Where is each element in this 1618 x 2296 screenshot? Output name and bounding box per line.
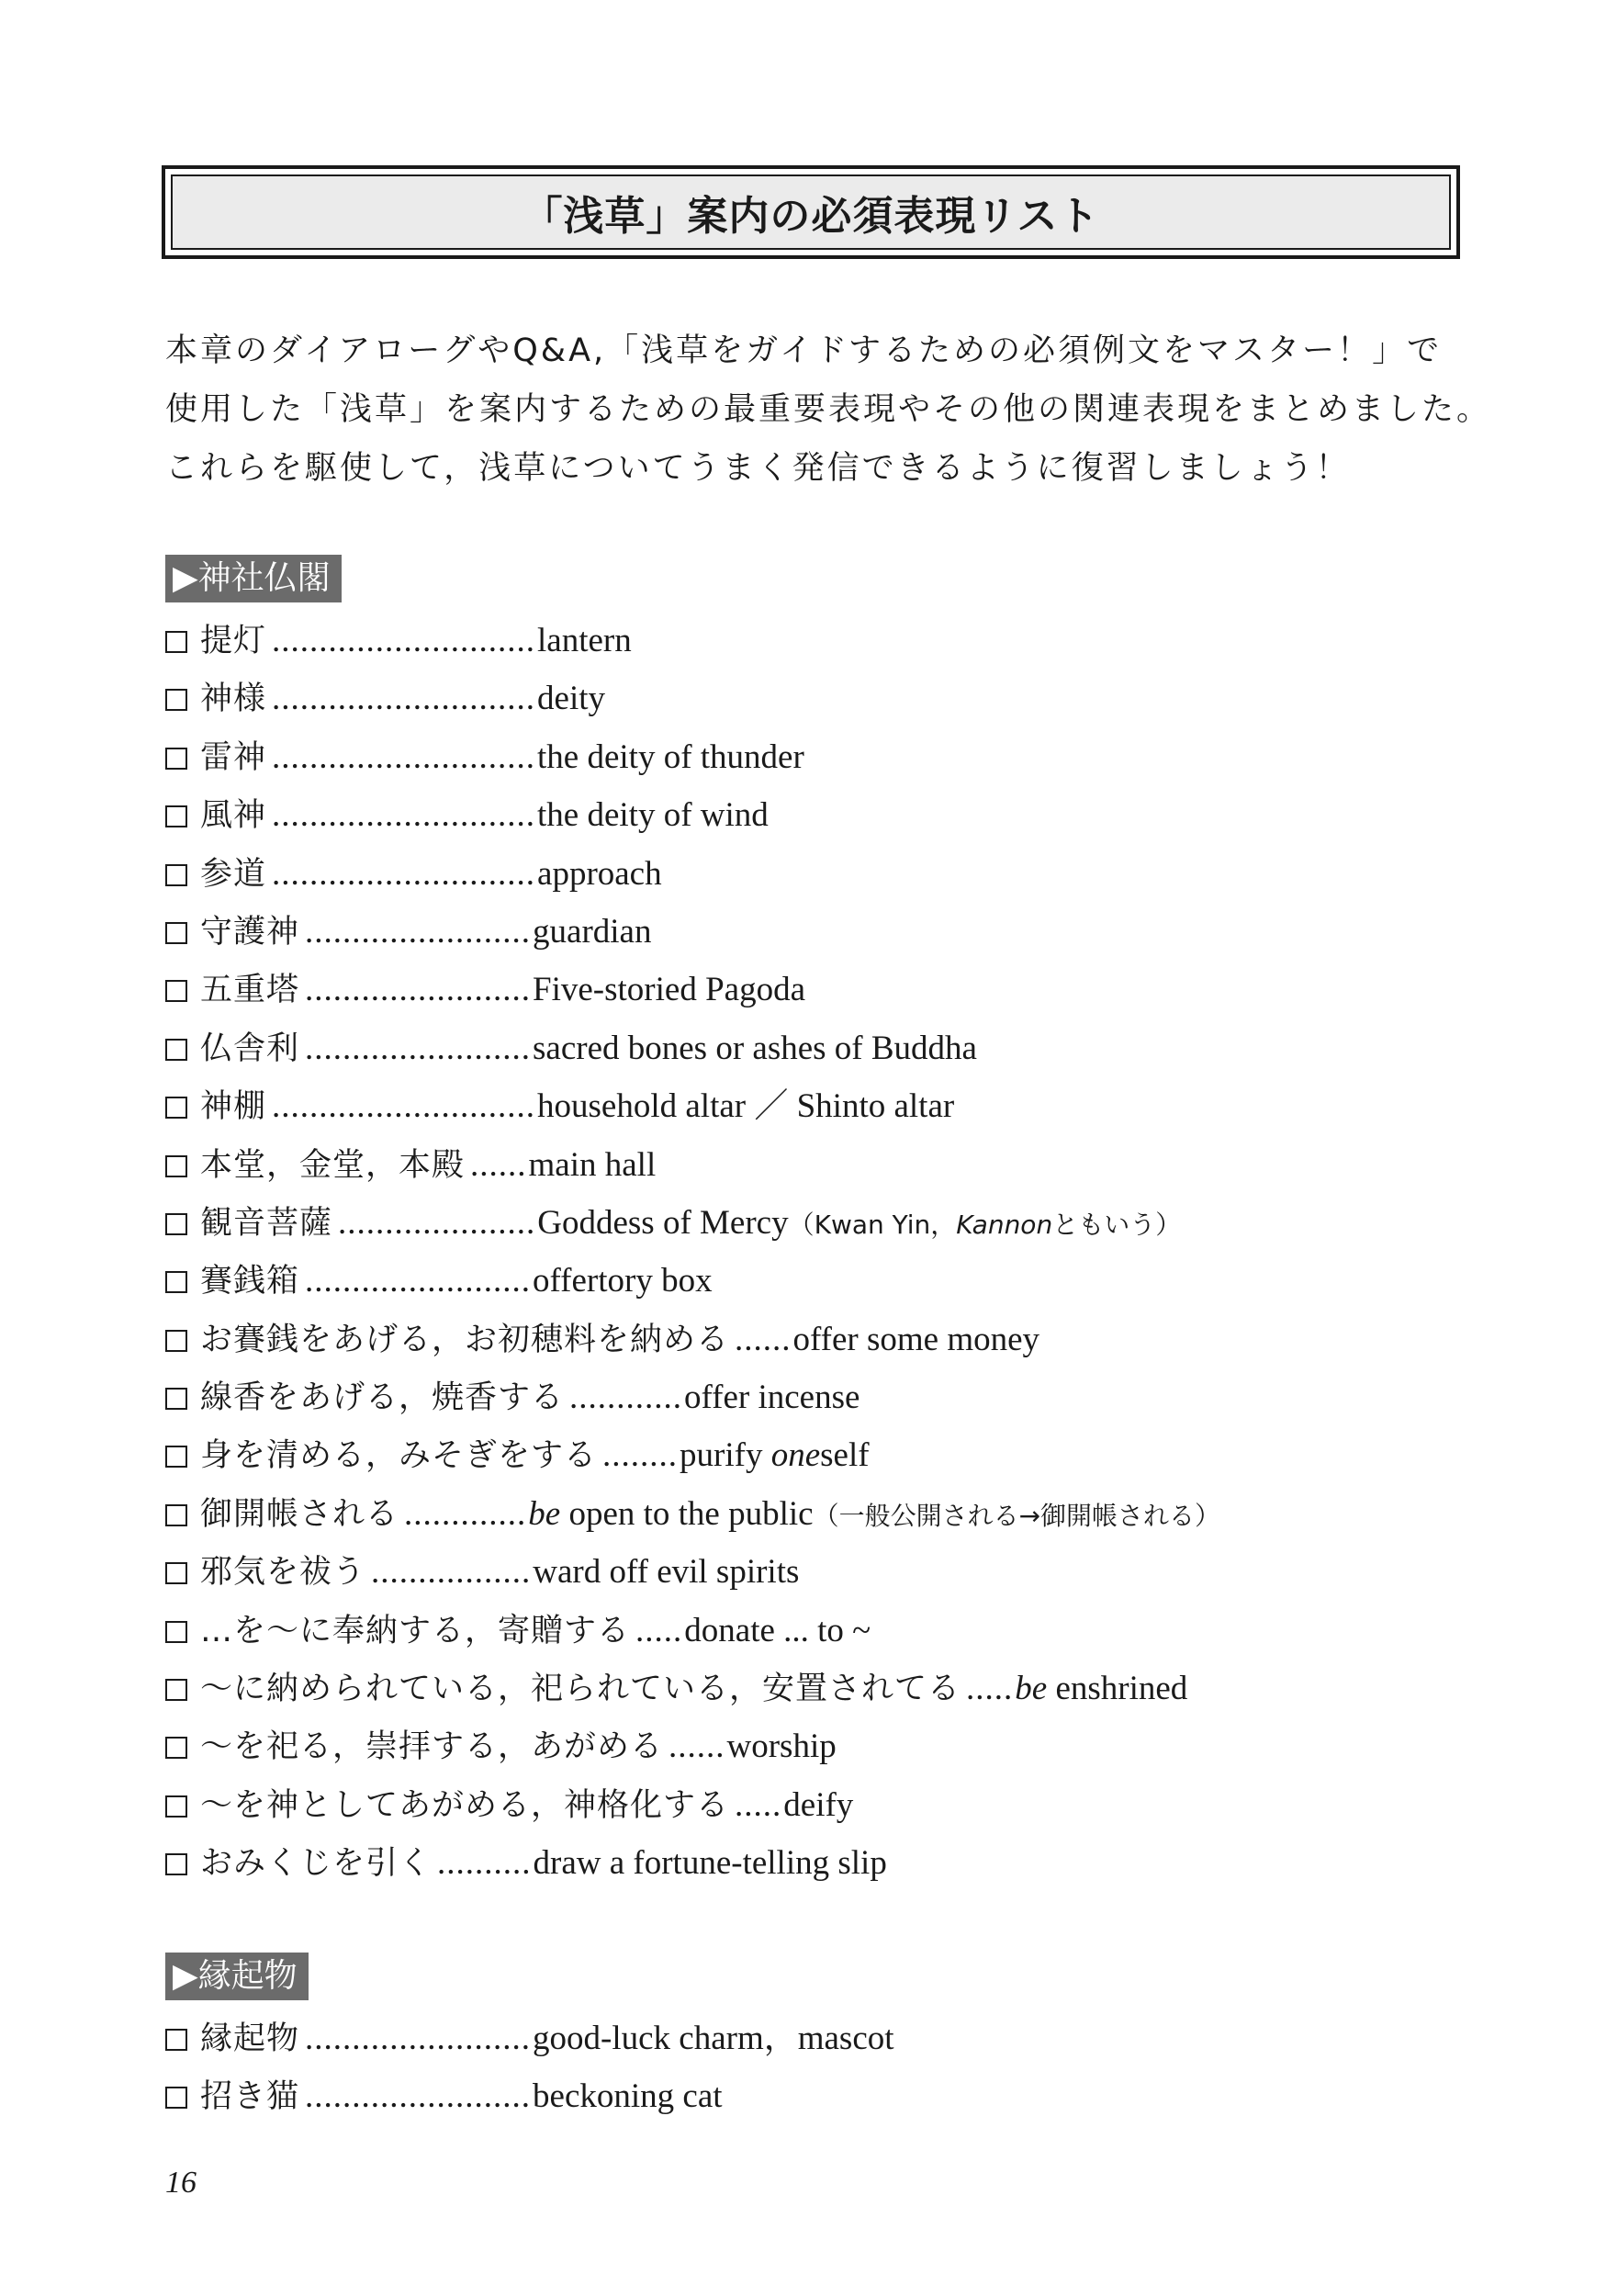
english-translation — [537, 1194, 1181, 1254]
intro-line: 本章のダイアローグやQ&A,「浅草をガイドするための必須例文をマスター！」で — [165, 332, 1443, 369]
leader-dots: ..................... — [338, 1203, 536, 1242]
english-text: good-luck charm，mascot — [533, 2020, 894, 2057]
leader-dots: ............................ — [272, 737, 536, 776]
leader-dots: .......... — [437, 1844, 532, 1883]
vocab-row — [165, 1193, 1469, 1251]
english-translation — [533, 961, 805, 1019]
english-text: household altar ／ Shinto altar — [537, 1087, 955, 1126]
leader-dots: ........................ — [305, 1262, 532, 1300]
vocab-row — [165, 1310, 1469, 1367]
english-translation — [533, 1252, 713, 1310]
page-title: 「浅草」案内の必須表現リスト — [171, 174, 1451, 250]
english-translation — [537, 670, 605, 727]
checkbox-icon — [165, 1367, 200, 1425]
checkbox-icon — [165, 1542, 200, 1600]
english-translation — [537, 728, 804, 786]
leader-dots: ..... — [735, 1785, 782, 1824]
english-translation — [783, 1776, 853, 1834]
english-text: deity — [537, 680, 605, 718]
english-text: sacred bones or ashes of Buddha — [533, 1029, 977, 1067]
checkbox-icon — [165, 902, 200, 960]
japanese-term: 邪気を祓う — [200, 1554, 366, 1592]
english-text: the deity of thunder — [537, 737, 804, 776]
english-text: enshrined — [1047, 1670, 1188, 1708]
english-text: ward off evil spirits — [533, 1553, 800, 1592]
english-text: donate ... to ~ — [684, 1611, 871, 1649]
leader-dots: ................. — [371, 1553, 532, 1592]
checkbox-icon — [165, 611, 200, 669]
page-number: 16 — [165, 2166, 197, 2200]
english-translation — [533, 2009, 894, 2067]
note-italic: Kannon — [956, 1209, 1053, 1240]
checkbox-icon — [165, 1193, 200, 1251]
english-text: approach — [537, 854, 662, 893]
leader-dots: ............................ — [272, 796, 536, 835]
japanese-term: 提灯 — [200, 623, 267, 659]
vocab-list-shrines — [165, 611, 1469, 1892]
english-translation — [533, 2067, 723, 2125]
note-text: （一般公開される→御開帳される） — [813, 1500, 1221, 1531]
vocab-row — [165, 727, 1469, 785]
english-text: Goddess of Mercy — [537, 1203, 789, 1242]
intro-line: これらを駆使して，浅草についてうまく発信できるように復習しましょう！ — [165, 450, 1351, 487]
japanese-term: 縁起物 — [200, 2020, 300, 2057]
english-translation — [680, 1426, 870, 1484]
checkbox-icon — [165, 1716, 200, 1774]
checkbox-icon — [165, 1076, 200, 1134]
english-text: offer incense — [684, 1379, 860, 1417]
japanese-term: 風神 — [200, 797, 267, 835]
vocab-row — [165, 2009, 1469, 2066]
english-text: lantern — [537, 622, 632, 659]
section-label-lucky-charms: ▶縁起物 — [165, 1953, 309, 2000]
title-box — [162, 165, 1460, 259]
english-text: worship — [726, 1728, 837, 1766]
translation-note — [814, 1501, 1220, 1531]
vocab-row — [165, 1425, 1469, 1483]
japanese-term: 五重塔 — [200, 972, 300, 1009]
japanese-term: 観音菩薩 — [200, 1204, 333, 1242]
vocab-row — [165, 1659, 1469, 1716]
english-text: deify — [783, 1785, 854, 1824]
leader-dots: ............. — [404, 1494, 527, 1533]
japanese-term: 神棚 — [200, 1088, 267, 1126]
english-translation — [533, 903, 651, 961]
english-text: self — [820, 1436, 870, 1475]
leader-dots: ............................ — [272, 622, 536, 659]
checkbox-icon — [165, 1135, 200, 1193]
checkbox-icon — [165, 1425, 200, 1483]
japanese-term: 参道 — [200, 855, 267, 893]
leader-dots: ...... — [470, 1145, 527, 1184]
vocab-row — [165, 611, 1469, 669]
leader-dots: ........................ — [305, 2020, 532, 2057]
vocab-row — [165, 2066, 1469, 2124]
checkbox-icon — [165, 669, 200, 726]
vocab-row — [165, 844, 1469, 902]
note-text: ともいう） — [1052, 1209, 1182, 1240]
english-translation — [727, 1717, 837, 1775]
leader-dots: ...... — [669, 1728, 725, 1766]
checkbox-icon — [165, 1659, 200, 1716]
vocab-row — [165, 1542, 1469, 1600]
leader-dots: ........................ — [305, 2077, 532, 2116]
vocab-row — [165, 902, 1469, 960]
english-text: beckoning cat — [533, 2077, 723, 2116]
checkbox-icon — [165, 2009, 200, 2066]
japanese-term: ～を神としてあがめる，神格化する — [200, 1786, 730, 1824]
english-text: draw a fortune-telling slip — [533, 1844, 887, 1883]
english-translation — [793, 1311, 1040, 1368]
english-translation — [529, 1136, 657, 1194]
english-translation — [684, 1368, 860, 1426]
english-italic: be — [528, 1494, 561, 1533]
vocab-row — [165, 1135, 1469, 1193]
leader-dots: ........................ — [305, 912, 532, 951]
english-text: purify — [680, 1436, 771, 1475]
vocab-row — [165, 1716, 1469, 1774]
english-translation — [537, 786, 769, 844]
english-text: Five-storied Pagoda — [533, 971, 805, 1009]
leader-dots: ........ — [602, 1436, 679, 1475]
english-text: guardian — [533, 912, 652, 951]
leader-dots: ..... — [635, 1611, 683, 1649]
english-text: the deity of wind — [537, 796, 769, 835]
japanese-term: 本堂，金堂，本殿 — [200, 1146, 466, 1184]
leader-dots: ............................ — [272, 1087, 536, 1126]
checkbox-icon — [165, 1833, 200, 1891]
checkbox-icon — [165, 844, 200, 902]
checkbox-icon — [165, 1484, 200, 1542]
japanese-term: おみくじを引く — [200, 1845, 433, 1883]
english-text: main hall — [528, 1145, 657, 1184]
leader-dots: ..... — [966, 1670, 1014, 1708]
japanese-term: ～に納められている，祀られている，安置されてる — [200, 1671, 961, 1708]
vocab-row — [165, 1076, 1469, 1134]
intro-line: 使用した「浅草」を案内するための最重要表現やその他の関連表現をまとめました。 — [165, 391, 1492, 428]
japanese-term: …を～に奉納する，寄贈する — [200, 1612, 631, 1649]
intro-paragraph — [165, 321, 1492, 498]
japanese-term: 仏舎利 — [200, 1030, 300, 1067]
vocab-row — [165, 1833, 1469, 1891]
vocab-list-lucky-charms — [165, 2009, 1469, 2125]
japanese-term: 賽銭箱 — [200, 1263, 300, 1300]
checkbox-icon — [165, 1019, 200, 1076]
english-translation — [537, 612, 632, 670]
leader-dots: ............................ — [272, 680, 536, 718]
vocab-row — [165, 1601, 1469, 1659]
checkbox-icon — [165, 960, 200, 1018]
english-text: offer some money — [792, 1320, 1040, 1358]
vocab-row — [165, 1775, 1469, 1833]
japanese-term: お賽銭をあげる，お初穂料を納める — [200, 1321, 730, 1358]
english-italic: be — [1015, 1670, 1048, 1708]
leader-dots: ........................ — [305, 971, 532, 1009]
checkbox-icon — [165, 1775, 200, 1833]
english-text: open to the public — [560, 1494, 814, 1533]
checkbox-icon — [165, 2066, 200, 2124]
checkbox-icon — [165, 1251, 200, 1309]
vocab-row — [165, 1367, 1469, 1425]
checkbox-icon — [165, 727, 200, 785]
translation-note — [789, 1210, 1182, 1240]
checkbox-icon — [165, 1601, 200, 1659]
leader-dots: ............ — [569, 1379, 683, 1417]
section-label-shrines: ▶神社仏閣 — [165, 555, 342, 602]
vocab-row — [165, 1251, 1469, 1309]
vocab-row — [165, 785, 1469, 843]
leader-dots: ........................ — [305, 1029, 532, 1067]
english-translation — [537, 1077, 954, 1135]
english-translation — [528, 1485, 1220, 1545]
english-translation — [537, 845, 662, 903]
checkbox-icon — [165, 1310, 200, 1367]
japanese-term: 線香をあげる，焼香する — [200, 1379, 565, 1417]
japanese-term: 御開帳される — [200, 1495, 399, 1533]
japanese-term: 守護神 — [200, 913, 300, 951]
vocab-row — [165, 669, 1469, 726]
english-italic: one — [770, 1436, 821, 1475]
vocab-row — [165, 960, 1469, 1018]
english-translation — [1015, 1660, 1187, 1717]
vocab-row — [165, 1484, 1469, 1542]
english-translation — [533, 1543, 799, 1601]
english-text: offertory box — [533, 1262, 713, 1300]
checkbox-icon — [165, 785, 200, 843]
japanese-term: 神様 — [200, 681, 267, 718]
english-translation — [533, 1019, 977, 1077]
note-text: （Kwan Yin， — [788, 1209, 957, 1240]
japanese-term: ～を祀る，崇拝する，あがめる — [200, 1728, 664, 1766]
english-translation — [534, 1834, 887, 1892]
vocab-row — [165, 1019, 1469, 1076]
japanese-term: 身を清める，みそぎをする — [200, 1437, 598, 1475]
english-translation — [684, 1602, 871, 1660]
leader-dots: ............................ — [272, 854, 536, 893]
japanese-term: 招き猫 — [200, 2078, 300, 2116]
japanese-term: 雷神 — [200, 738, 267, 776]
leader-dots: ...... — [735, 1320, 792, 1358]
